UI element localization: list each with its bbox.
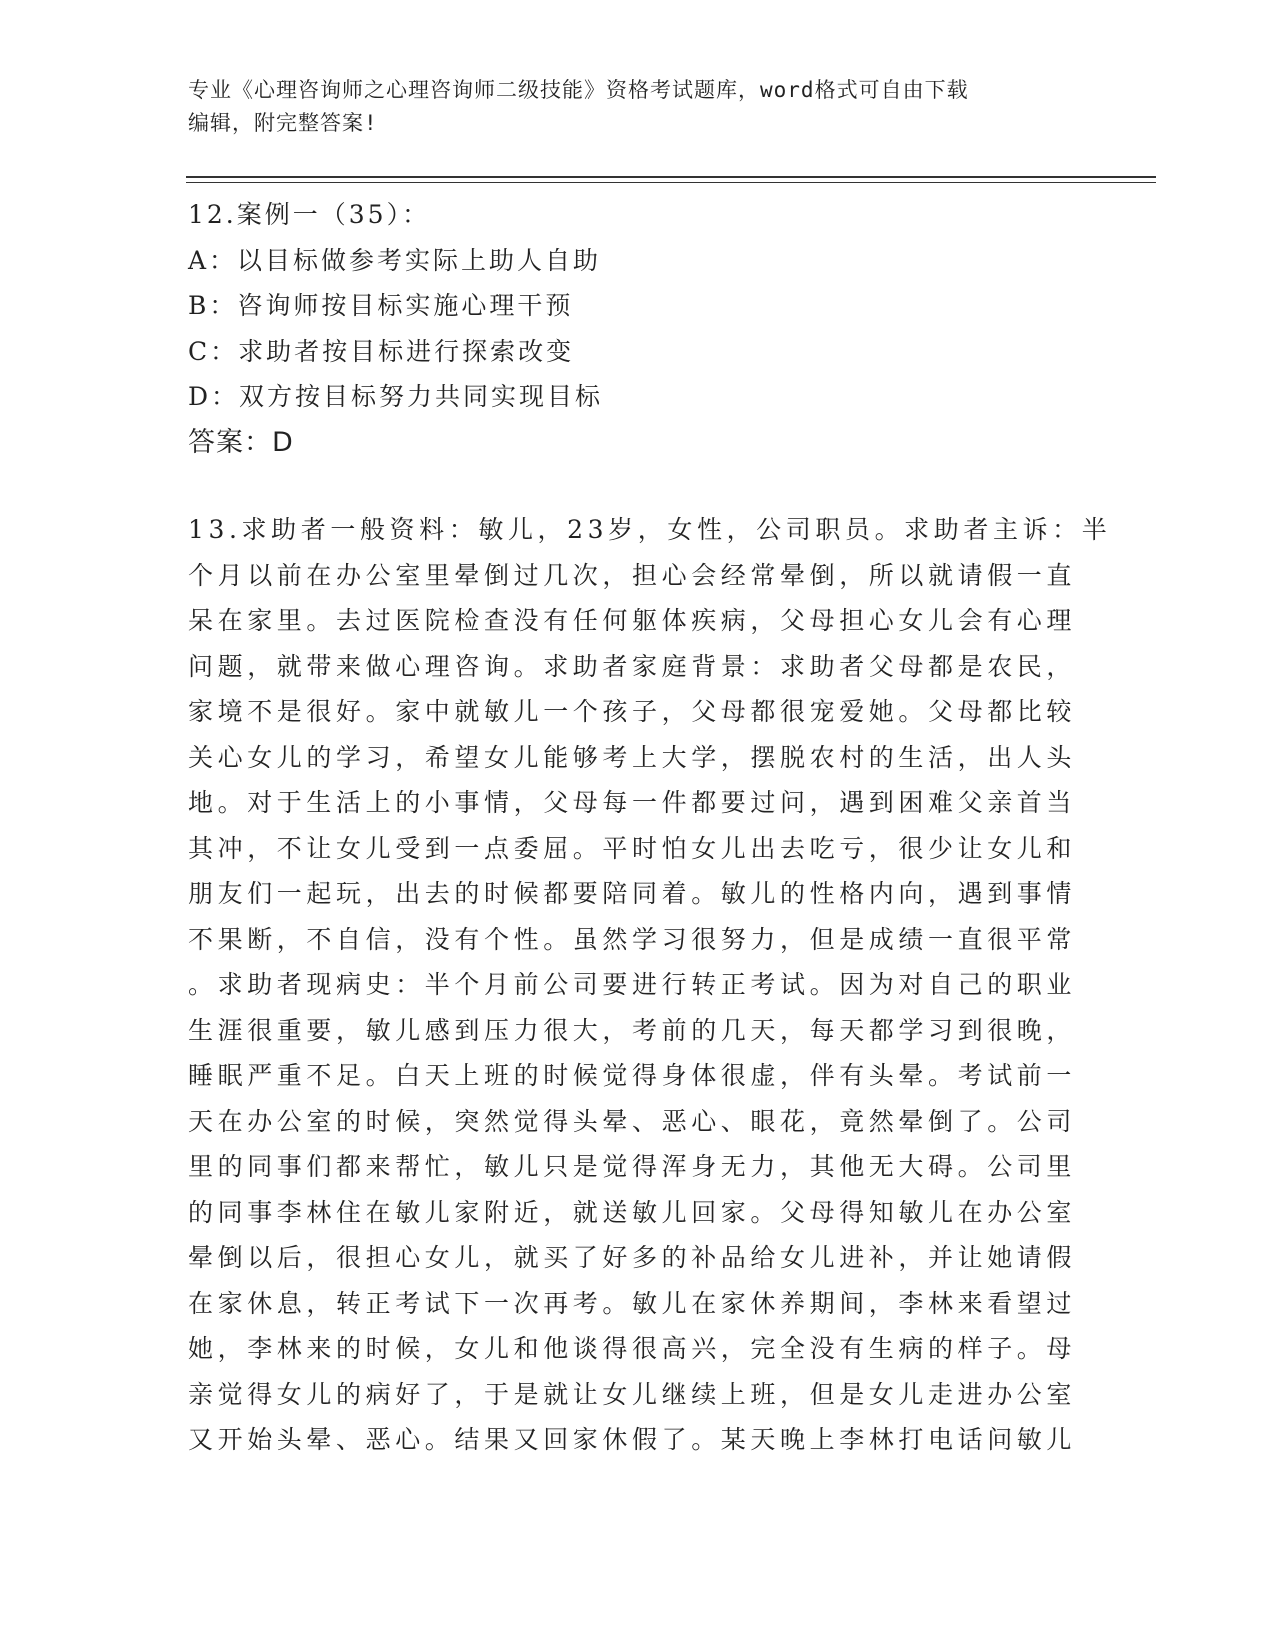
question-13-line: 呆在家里。去过医院检查没有任何躯体疾病，父母担心女儿会有心理 xyxy=(188,606,1077,635)
question-13-line: 13.求助者一般资料：敏儿，23岁，女性，公司职员。求助者主诉：半 xyxy=(188,515,1112,544)
question-13-line: 天在办公室的时候，突然觉得头晕、恶心、眼花，竟然晕倒了。公司 xyxy=(188,1106,1077,1136)
question-13-line: 的同事李林住在敏儿家附近，就送敏儿回家。父母得知敏儿在办公室 xyxy=(188,1197,1077,1227)
question-12-answer: 答案：D xyxy=(188,426,294,458)
question-13-line: 问题，就带来做心理咨询。求助者家庭背景：求助者父母都是农民， xyxy=(188,651,1077,681)
question-13-line: 不果断，不自信，没有个性。虽然学习很努力，但是成绩一直很平常 xyxy=(188,924,1077,954)
header-divider-thin xyxy=(186,182,1156,183)
question-12-option-d: D：双方按目标努力共同实现目标 xyxy=(188,382,604,411)
question-13-line: 她，李林来的时候，女儿和他谈得很高兴，完全没有生病的样子。母 xyxy=(188,1334,1077,1363)
question-13-line: 里的同事们都来帮忙，敏儿只是觉得浑身无力，其他无大碍。公司里 xyxy=(188,1152,1077,1181)
question-13-line: 在家休息，转正考试下一次再考。敏儿在家休养期间，李林来看望过 xyxy=(188,1288,1077,1318)
question-13-line: 朋友们一起玩，出去的时候都要陪同着。敏儿的性格内向，遇到事情 xyxy=(188,879,1077,908)
question-13-line: 地。对于生活上的小事情，父母每一件都要过问，遇到困难父亲首当 xyxy=(188,788,1077,817)
question-12-option-b: B：咨询师按目标实施心理干预 xyxy=(188,291,574,320)
header-line-2: 编辑，附完整答案! xyxy=(188,111,378,135)
question-13-line: 晕倒以后，很担心女儿，就买了好多的补品给女儿进补，并让她请假 xyxy=(188,1243,1077,1272)
question-13-line: 睡眠严重不足。白天上班的时候觉得身体很虚，伴有头晕。考试前一 xyxy=(188,1061,1077,1090)
question-12-option-c: C：求助者按目标进行探索改变 xyxy=(188,336,575,366)
question-12 xyxy=(188,192,1088,465)
question-13-line: 关心女儿的学习，希望女儿能够考上大学，摆脱农村的生活，出人头 xyxy=(188,742,1077,772)
header-divider-thick xyxy=(186,176,1156,178)
question-13-line: 亲觉得女儿的病好了，于是就让女儿继续上班，但是女儿走进办公室 xyxy=(188,1379,1077,1409)
question-13-line: 又开始头晕、恶心。结果又回家休假了。某天晚上李林打电话问敏儿 xyxy=(188,1425,1077,1454)
question-12-title: 12.案例一（35）： xyxy=(188,200,431,229)
question-13-line: 家境不是很好。家中就敏儿一个孩子，父母都很宠爱她。父母都比较 xyxy=(188,697,1077,726)
question-13-line: 。求助者现病史：半个月前公司要进行转正考试。因为对自己的职业 xyxy=(188,970,1077,999)
question-13-line: 其冲，不让女儿受到一点委屈。平时怕女儿出去吃亏，很少让女儿和 xyxy=(188,833,1077,863)
header-line-1: 专业《心理咨询师之心理咨询师二级技能》资格考试题库，word格式可自由下载 xyxy=(188,78,969,102)
document-header xyxy=(188,74,1068,140)
question-13-line: 个月以前在办公室里晕倒过几次，担心会经常晕倒，所以就请假一直 xyxy=(188,560,1077,590)
question-13 xyxy=(188,507,1112,1463)
question-12-option-a: A：以目标做参考实际上助人自助 xyxy=(188,245,602,275)
question-13-line: 生涯很重要，敏儿感到压力很大，考前的几天，每天都学习到很晚， xyxy=(188,1015,1077,1045)
